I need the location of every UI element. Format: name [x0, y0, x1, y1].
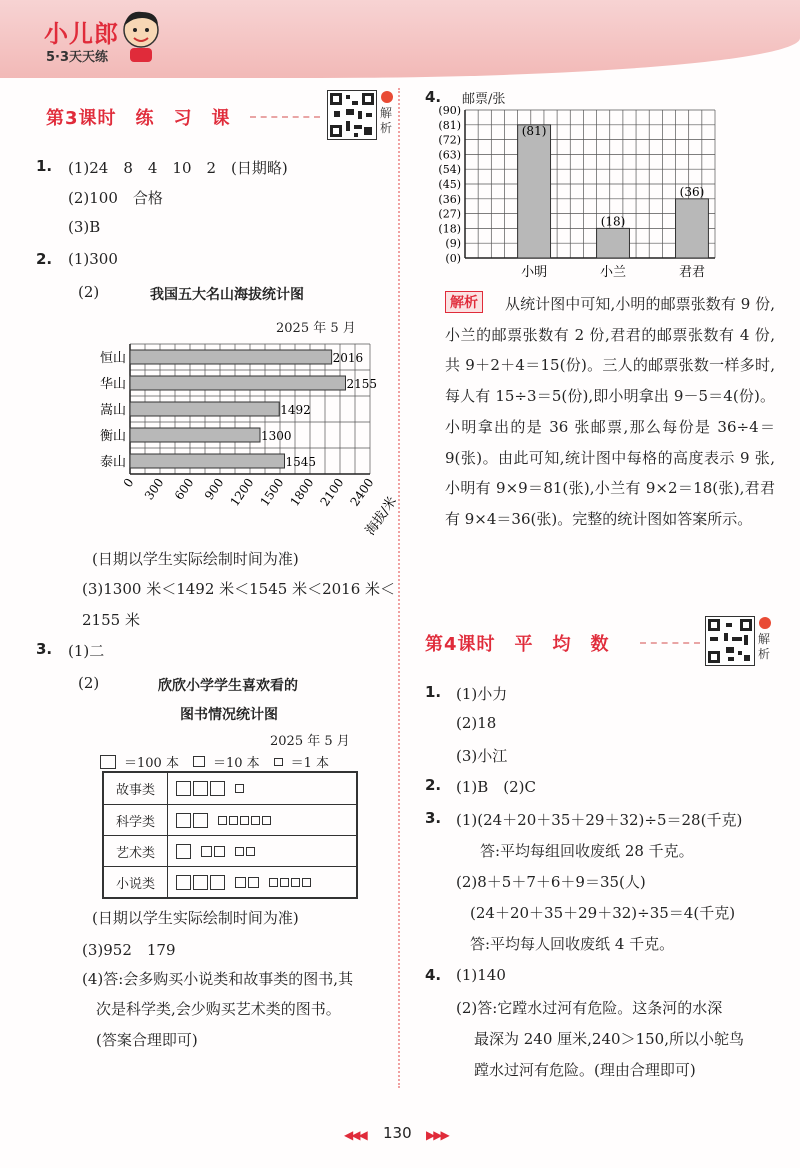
- pictograph-box-icon: [235, 784, 244, 793]
- l4-q3-line4: (24＋20＋35＋29＋32)÷35＝4(千克): [470, 904, 736, 922]
- pictograph-box-icon: [176, 844, 191, 859]
- chart1-value-label: 2016: [332, 351, 364, 365]
- chart1-tick-label: 2100: [317, 475, 347, 509]
- chart2-tick-label: (0): [445, 252, 461, 265]
- q3-line4a: (4)答:会多购买小说类和故事类的图书,其: [82, 970, 354, 988]
- chart1-bar: [130, 428, 260, 442]
- chart2-bar: [676, 199, 709, 258]
- chart1-category-label: 嵩山: [99, 403, 126, 418]
- chart2-value-label: (18): [600, 214, 626, 229]
- chart1-bar: [130, 454, 285, 468]
- q2-note: (日期以学生实际绘制时间为准): [92, 550, 299, 568]
- l4-q3-line3: (2)8＋5＋7＋6＋9＝35(人): [456, 873, 646, 891]
- analysis-text: 从统计图中可知,小明的邮票张数有 9 份,小兰的邮票张数有 2 份,君君的邮票张数有 4 份,共 9＋2＋4＝15(份)。三人的邮票张数一样多时,每人有 15÷3＝5(份),即小明拿出 9－5＝4(份)。小明拿出的是 36 张邮票,那么每份是 36÷4＝9(张)。由此可知,统计图中每格的高度表示 9 张,小明有 9×9＝81(张),小兰有 9×2＝18(张),君君有 9×4＝36(张)。完整的统计图如答案所示。: [445, 295, 775, 528]
- pictograph-box-icon: [210, 781, 225, 796]
- l4-q3-line5: 答:平均每人回收废纸 4 千克。: [470, 935, 675, 953]
- chart2-value-label: (81): [521, 123, 547, 138]
- chart2-tick-label: (63): [438, 148, 461, 162]
- legend-ten-icon: [193, 756, 205, 767]
- pictograph-box-icon: [280, 878, 289, 887]
- next-arrows-icon: ▶▶▶: [426, 1128, 448, 1142]
- chart1-tick-label: 900: [201, 475, 227, 503]
- q3-line1: (1)二: [68, 642, 105, 660]
- play-icon[interactable]: [759, 617, 771, 629]
- chart2-bar: [518, 125, 551, 258]
- l4-q1-line3: (3)小江: [456, 747, 508, 765]
- chart2-tick-label: (27): [438, 207, 461, 221]
- l4-q1-number: 1.: [425, 683, 442, 701]
- chart1-category-label: 恒山: [99, 351, 126, 366]
- l4-q1-line2: (2)18: [456, 714, 497, 732]
- table-row-icons: [168, 836, 356, 866]
- chart1-date: 2025 年 5 月: [276, 321, 356, 336]
- chart1-category-label: 华山: [99, 377, 126, 392]
- qr-label: 解析: [758, 632, 771, 661]
- chart2-tick-label: (90): [438, 106, 461, 117]
- chart1-category-label: 泰山: [99, 455, 126, 470]
- q1-number: 1.: [36, 157, 53, 175]
- chart2-tick-label: (9): [445, 237, 461, 251]
- table-row-icons: [168, 805, 356, 835]
- pictograph-box-icon: [240, 816, 249, 825]
- pictograph-box-icon: [246, 847, 255, 856]
- q3-line4b: 次是科学类,会少购买艺术类的图书。: [96, 1000, 341, 1018]
- chart2-tick-label: (81): [438, 118, 461, 132]
- chart1-tick-label: 1200: [227, 475, 257, 509]
- chart2-grid: [438, 106, 715, 265]
- q2-part2: (2): [78, 283, 100, 301]
- table-legend: [100, 752, 329, 771]
- q3-line4c: (答案合理即可): [96, 1031, 198, 1049]
- legend-hundred-label: ＝100 本: [124, 756, 179, 771]
- title-rule: [250, 116, 320, 118]
- legend-one-label: ＝1 本: [290, 756, 330, 771]
- legend-ten-label: ＝10 本: [212, 756, 260, 771]
- chart1-tick-label: 600: [171, 475, 197, 503]
- pictograph-box-icon: [251, 816, 260, 825]
- page-number: 130: [383, 1124, 412, 1142]
- table-row: [104, 773, 356, 804]
- table-row-label: 故事类: [104, 773, 168, 804]
- pictograph-box-icon: [229, 816, 238, 825]
- table-row-icons: [168, 867, 356, 897]
- mascot-icon: [118, 8, 164, 64]
- pictograph-box-icon: [302, 878, 311, 887]
- table-row: [104, 835, 356, 866]
- title-rule: [640, 642, 700, 644]
- q1-line3: (3)B: [68, 218, 101, 236]
- chart1-bar: [130, 350, 332, 364]
- qr-label: 解析: [380, 106, 393, 135]
- q3-note: (日期以学生实际绘制时间为准): [92, 909, 299, 927]
- lesson3-title: 第3课时 练 习 课: [46, 108, 231, 129]
- chart2-category-label: 小明: [521, 265, 548, 280]
- chart1-tick-label: 0: [120, 475, 137, 490]
- pictograph-box-icon: [193, 813, 208, 828]
- q4-number: 4.: [425, 88, 442, 106]
- q2-line1: (1)300: [68, 250, 118, 268]
- l4-q1-line1: (1)小力: [456, 685, 508, 703]
- analysis-label: 解析: [445, 291, 483, 313]
- table-row-label: 艺术类: [104, 836, 168, 866]
- column-divider: [398, 88, 400, 1088]
- chart1-bar: [130, 402, 279, 416]
- table-title1: 欣欣小学学生喜欢看的: [158, 678, 298, 694]
- chart1-tick-label: 2400: [347, 475, 377, 509]
- q3-line3: (3)952 179: [82, 941, 176, 959]
- table-row-label: 科学类: [104, 805, 168, 835]
- lesson4-title: 第4课时 平 均 数: [425, 634, 610, 655]
- pictograph-box-icon: [235, 847, 244, 856]
- chart1-grid: [121, 344, 377, 509]
- q3-part2: (2): [78, 674, 100, 692]
- pictograph-box-icon: [235, 877, 246, 888]
- l4-q2-number: 2.: [425, 776, 442, 794]
- l4-q3-line1: (1)(24＋20＋35＋29＋32)÷5＝28(千克): [456, 811, 743, 829]
- chart1-category-label: 衡山: [99, 429, 126, 444]
- pictograph-box-icon: [176, 875, 191, 890]
- pictograph-box-icon: [193, 781, 208, 796]
- pictograph-box-icon: [201, 846, 212, 857]
- table-title2: 图书情况统计图: [180, 707, 278, 723]
- chart2-tick-label: (54): [438, 163, 461, 177]
- table-row-icons: [168, 773, 356, 804]
- prev-arrows-icon: ◀◀◀: [344, 1128, 366, 1142]
- chart2-value-label: (36): [679, 184, 705, 199]
- q1-line2: (2)100 合格: [68, 189, 163, 207]
- qr-code-icon[interactable]: [705, 616, 755, 666]
- table-date: 2025 年 5 月: [270, 734, 350, 749]
- q1-line1: (1)24 8 4 10 2 (日期略): [68, 159, 288, 177]
- chart2-ylabel: 邮票/张: [462, 92, 506, 107]
- chart2-svg: [425, 106, 725, 286]
- chart2-tick-label: (72): [438, 133, 461, 147]
- chart1-tick-label: 1800: [287, 475, 317, 509]
- q2-number: 2.: [36, 250, 53, 268]
- chart1-value-label: 2155: [346, 377, 378, 391]
- legend-one-icon: [274, 758, 283, 766]
- pictograph-box-icon: [193, 875, 208, 890]
- chart2-tick-label: (45): [438, 178, 461, 191]
- chart2-category-label: 小兰: [600, 265, 627, 280]
- pictograph-box-icon: [262, 816, 271, 825]
- pictograph-box-icon: [214, 846, 225, 857]
- l4-q3-number: 3.: [425, 809, 442, 827]
- chart1-title: 我国五大名山海拔统计图: [150, 287, 304, 303]
- table-row-label: 小说类: [104, 867, 168, 897]
- chart2-category-label: 君君: [678, 265, 705, 280]
- chart1-value-label: 1300: [261, 429, 292, 443]
- l4-q3-line2: 答:平均每组回收废纸 28 千克。: [480, 842, 694, 860]
- q3-number: 3.: [36, 640, 53, 658]
- chart1-tick-label: 1500: [257, 475, 287, 509]
- pictograph-box-icon: [218, 816, 227, 825]
- chart1-xlabel: 海拔/米: [362, 494, 400, 539]
- pictograph-box-icon: [291, 878, 300, 887]
- chart1-tick-label: 300: [141, 475, 167, 503]
- l4-q4-line3: 最深为 240 厘米,240＞150,所以小鸵鸟: [474, 1030, 744, 1048]
- q2-line3b: 2155 米: [82, 611, 140, 629]
- l4-q4-number: 4.: [425, 966, 442, 984]
- l4-q2-line1: (1)B (2)C: [456, 778, 536, 796]
- chart2-tick-label: (36): [438, 192, 461, 206]
- play-icon[interactable]: [381, 91, 393, 103]
- chart1-bar: [130, 376, 346, 390]
- legend-hundred-icon: [100, 755, 116, 769]
- pictograph-box-icon: [248, 877, 259, 888]
- brand-subtitle: 5·3天天练: [46, 50, 109, 65]
- chart2-bars: [518, 124, 709, 280]
- pictograph-box-icon: [176, 813, 191, 828]
- chart1-value-label: 1545: [285, 455, 317, 469]
- table-row: [104, 804, 356, 835]
- pictograph-table: [102, 771, 358, 899]
- table-row: [104, 866, 356, 897]
- pictograph-box-icon: [210, 875, 225, 890]
- chart1-bars: [100, 350, 377, 470]
- brand-logo: 小儿郎: [44, 20, 119, 48]
- chart1-value-label: 1492: [280, 403, 311, 417]
- chart1-svg: [80, 338, 400, 548]
- pictograph-box-icon: [269, 878, 278, 887]
- chart2-tick-label: (18): [438, 222, 461, 236]
- l4-q4-line1: (1)140: [456, 966, 506, 984]
- l4-q4-line4: 蹚水过河有危险。(理由合理即可): [474, 1061, 696, 1079]
- chart2-bar: [597, 228, 630, 258]
- pictograph-box-icon: [176, 781, 191, 796]
- q2-line3a: (3)1300 米＜1492 米＜1545 米＜2016 米＜: [82, 580, 396, 598]
- l4-q4-line2: (2)答:它蹚水过河有危险。这条河的水深: [456, 999, 723, 1017]
- qr-code-icon[interactable]: [327, 90, 377, 140]
